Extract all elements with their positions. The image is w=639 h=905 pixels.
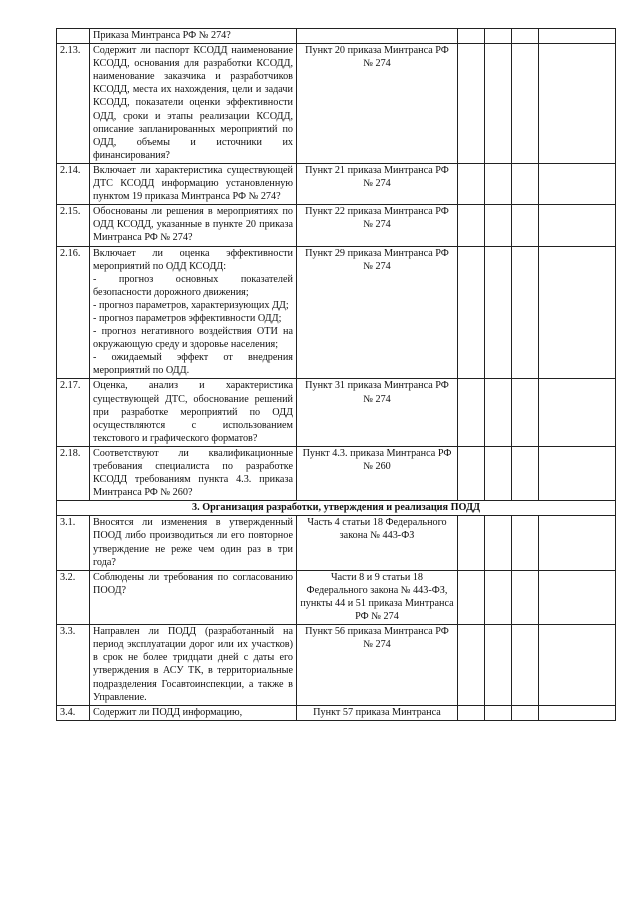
legal-reference: Пункт 29 приказа Минтранса РФ № 274 [297, 246, 458, 379]
legal-reference: Части 8 и 9 статьи 18 Федерального закона № 443-ФЗ, пункты 44 и 51 приказа Минтранса РФ № 274 [297, 570, 458, 624]
table-row [57, 625, 616, 706]
table-row [57, 516, 616, 570]
comment-cell [539, 205, 616, 246]
question-text: Содержит ли паспорт КСОДД наименование КСОДД, основания для разработки КСОДД, наименование заказчика и разработчиков КСОДД, места их нахождения, цели и задачи КСОДД, показатели оценки эффективности ОДД, сроки и этапы реализации КСОДД, описание запланированных мероприятий по ОДД, объемы и источники их финансирования? [90, 44, 297, 164]
answer-yes-cell [458, 446, 485, 500]
table-row [57, 246, 616, 379]
table-row [57, 570, 616, 624]
question-text: Включает ли оценка эффективности мероприятий по ОДД КСОДД: - прогноз основных показателей безопасности дорожного движения; - прогноз параметров, характеризующих ДД; - прогноз параметров эффективности ОДД; - прогноз негативного воздействия ОТИ на окружающую среду и здоровье населения; - ожидаемый эффект от внедрения мероприятий по ОДД. [90, 246, 297, 379]
item-number [57, 29, 90, 44]
item-number: 3.3. [57, 625, 90, 706]
answer-no-cell [485, 205, 512, 246]
table-row [57, 29, 616, 44]
question-text: Направлен ли ПОДД (разработанный на период эксплуатации дорог или их участков) в срок не более тридцати дней с даты его утверждения в АСУ ТК, в территориальные подразделения Госавтоинспекции, а также в Управление. [90, 625, 297, 706]
legal-reference: Пункт 20 приказа Минтранса РФ № 274 [297, 44, 458, 164]
question-text: Содержит ли ПОДД информацию, [90, 705, 297, 720]
comment-cell [539, 705, 616, 720]
answer-na-cell [512, 705, 539, 720]
question-text: Оценка, анализ и характеристика существующей ДТС, обоснование решений при разработке мероприятий по ОДД осуществляются с использованием текстового и графического форматов? [90, 379, 297, 446]
item-number: 3.2. [57, 570, 90, 624]
answer-no-cell [485, 570, 512, 624]
question-text: Включает ли характеристика существующей ДТС КСОДД информацию установленную пунктом 19 приказа Минтранса РФ № 274? [90, 163, 297, 204]
item-number: 2.13. [57, 44, 90, 164]
answer-no-cell [485, 446, 512, 500]
answer-yes-cell [458, 246, 485, 379]
comment-cell [539, 446, 616, 500]
question-text: Вносятся ли изменения в утвержденный ПООД либо производиться ли его повторное утверждение не реже чем один раз в три года? [90, 516, 297, 570]
legal-reference: Пункт 31 приказа Минтранса РФ № 274 [297, 379, 458, 446]
table-row [57, 44, 616, 164]
answer-na-cell [512, 163, 539, 204]
answer-yes-cell [458, 516, 485, 570]
answer-yes-cell [458, 163, 485, 204]
answer-yes-cell [458, 379, 485, 446]
item-number: 2.17. [57, 379, 90, 446]
answer-yes-cell [458, 625, 485, 706]
legal-reference [297, 29, 458, 44]
item-number: 2.16. [57, 246, 90, 379]
table-row [57, 446, 616, 500]
table-row [57, 379, 616, 446]
section-header-row [57, 501, 616, 516]
answer-na-cell [512, 379, 539, 446]
answer-yes-cell [458, 29, 485, 44]
comment-cell [539, 246, 616, 379]
question-text: Соблюдены ли требования по согласованию ПООД? [90, 570, 297, 624]
answer-na-cell [512, 516, 539, 570]
answer-no-cell [485, 163, 512, 204]
legal-reference: Пункт 22 приказа Минтранса РФ № 274 [297, 205, 458, 246]
item-number: 3.1. [57, 516, 90, 570]
table-row [57, 163, 616, 204]
comment-cell [539, 570, 616, 624]
comment-cell [539, 516, 616, 570]
legal-reference: Пункт 21 приказа Минтранса РФ № 274 [297, 163, 458, 204]
answer-no-cell [485, 516, 512, 570]
question-text: Приказа Минтранса РФ № 274? [90, 29, 297, 44]
answer-no-cell [485, 44, 512, 164]
comment-cell [539, 44, 616, 164]
answer-na-cell [512, 446, 539, 500]
question-text: Соответствуют ли квалификационные требования специалиста по разработке КСОДД требованиям пункта 4.3. приказа Минтранса РФ № 260? [90, 446, 297, 500]
item-number: 3.4. [57, 705, 90, 720]
item-number: 2.15. [57, 205, 90, 246]
answer-no-cell [485, 29, 512, 44]
legal-reference: Часть 4 статьи 18 Федерального закона № 443-ФЗ [297, 516, 458, 570]
legal-reference: Пункт 56 приказа Минтранса РФ № 274 [297, 625, 458, 706]
legal-reference: Пункт 4.3. приказа Минтранса РФ № 260 [297, 446, 458, 500]
comment-cell [539, 29, 616, 44]
answer-no-cell [485, 705, 512, 720]
answer-yes-cell [458, 44, 485, 164]
answer-no-cell [485, 379, 512, 446]
legal-reference: Пункт 57 приказа Минтранса [297, 705, 458, 720]
answer-na-cell [512, 44, 539, 164]
table-row [57, 205, 616, 246]
item-number: 2.18. [57, 446, 90, 500]
answer-na-cell [512, 29, 539, 44]
answer-na-cell [512, 246, 539, 379]
answer-na-cell [512, 570, 539, 624]
answer-no-cell [485, 246, 512, 379]
item-number: 2.14. [57, 163, 90, 204]
checklist-table-body [57, 29, 616, 721]
answer-yes-cell [458, 205, 485, 246]
answer-no-cell [485, 625, 512, 706]
answer-yes-cell [458, 570, 485, 624]
answer-yes-cell [458, 705, 485, 720]
table-row [57, 705, 616, 720]
question-text: Обоснованы ли решения в мероприятиях по ОДД КСОДД, указанные в пункте 20 приказа Минтранса РФ № 274? [90, 205, 297, 246]
answer-na-cell [512, 205, 539, 246]
answer-na-cell [512, 625, 539, 706]
comment-cell [539, 163, 616, 204]
comment-cell [539, 625, 616, 706]
checklist-table [56, 28, 616, 721]
comment-cell [539, 379, 616, 446]
section-title: 3. Организация разработки, утверждения и реализация ПОДД [57, 501, 616, 516]
